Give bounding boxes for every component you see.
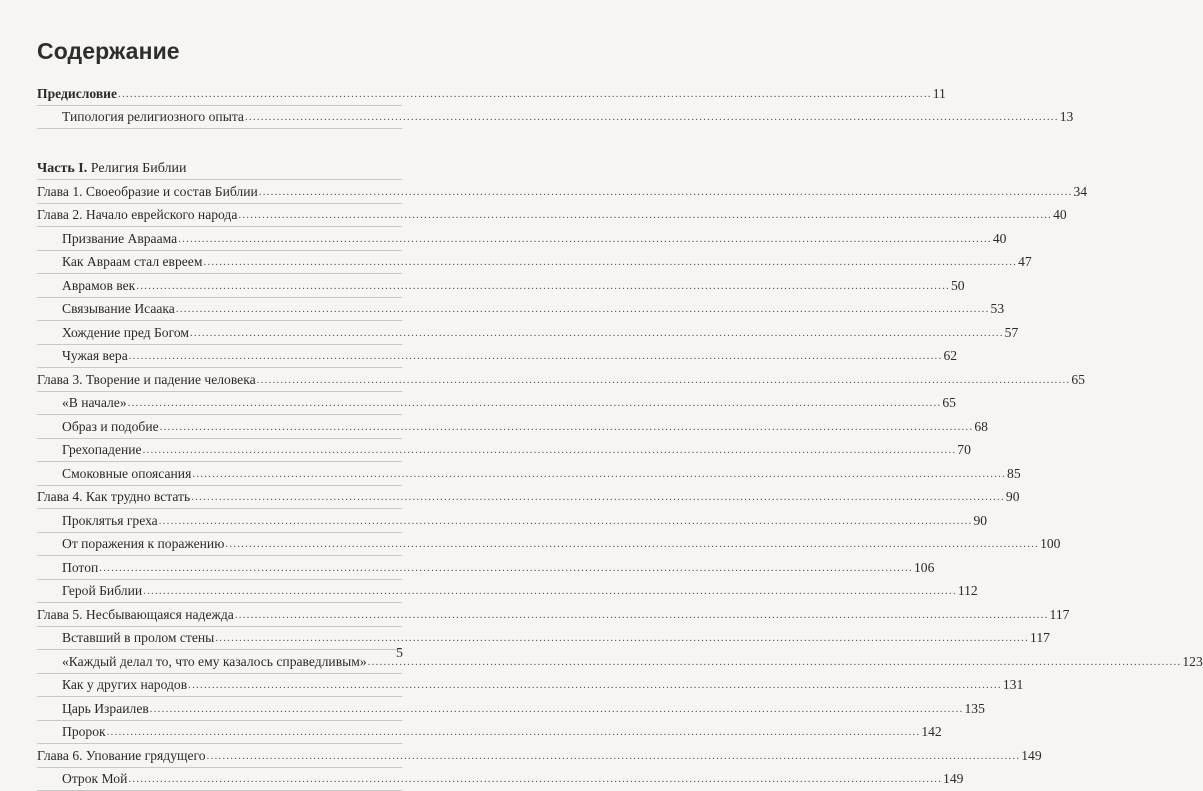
toc-entry-title: Вставший в пролом стены	[62, 629, 214, 649]
toc-entry-title: Чужая вера	[62, 347, 128, 367]
dot-leader	[150, 700, 964, 720]
dot-leader	[368, 653, 1182, 673]
toc-subentry	[37, 580, 402, 604]
toc-entry-page: 65	[942, 394, 956, 414]
toc-subentry	[37, 321, 402, 345]
toc-entry-title: Глава 4. Как трудно встать	[37, 488, 190, 508]
dot-leader	[207, 747, 1021, 767]
dot-leader	[188, 676, 1002, 696]
toc-subentry	[37, 627, 402, 651]
toc-subentry	[37, 251, 402, 275]
toc-subentry	[37, 556, 402, 580]
toc-entry-page: 70	[957, 441, 971, 461]
toc-entry-title: От поражения к поражению	[62, 535, 224, 555]
dot-leader	[160, 418, 974, 438]
toc-subentry	[37, 227, 402, 251]
toc-subentry	[37, 674, 402, 698]
toc-entry-title: Как у других народов	[62, 676, 187, 696]
toc-entry-title: Глава 5. Несбывающаяся надежда	[37, 606, 234, 626]
part-number: Часть I.	[37, 161, 87, 176]
dot-leader	[176, 300, 990, 320]
toc-entry-page: 117	[1030, 629, 1050, 649]
toc-entry	[37, 603, 402, 627]
dot-leader	[225, 535, 1039, 555]
dot-leader	[129, 347, 943, 367]
toc-entry-page: 47	[1018, 253, 1032, 273]
toc-entry-page: 90	[973, 512, 987, 532]
toc-entry-title: Пророк	[62, 723, 106, 743]
toc-entry	[37, 486, 402, 510]
toc-entry	[37, 204, 402, 228]
toc-entry-title: Смоковные опоясания	[62, 465, 191, 485]
toc-entry-title: «Каждый делал то, что ему казалось справедливым»	[62, 653, 367, 673]
toc-subentry	[37, 274, 402, 298]
page-title: Содержание	[37, 38, 180, 65]
toc-subentry	[37, 509, 402, 533]
toc-entry-title: Царь Израилев	[62, 700, 149, 720]
dot-leader	[143, 441, 957, 461]
toc-entry-page: 100	[1040, 535, 1060, 555]
toc-subentry	[37, 392, 402, 416]
dot-leader	[245, 108, 1059, 128]
dot-leader	[178, 230, 992, 250]
dot-leader	[235, 606, 1049, 626]
toc-entry-title: Аврамов век	[62, 277, 135, 297]
toc-entry-page: 13	[1060, 108, 1074, 128]
toc-entry-page: 131	[1003, 676, 1023, 696]
toc-entry	[37, 180, 402, 204]
section-gap	[37, 129, 402, 155]
dot-leader	[118, 85, 932, 105]
toc-subentry	[37, 415, 402, 439]
dot-leader	[128, 770, 942, 790]
toc-entry-page: 65	[1071, 371, 1085, 391]
toc-entry-page: 149	[1021, 747, 1041, 767]
toc-entry-page: 62	[943, 347, 957, 367]
dot-leader	[191, 488, 1005, 508]
part-title: Религия Библии	[87, 161, 186, 176]
toc-entry-title: Предисловие	[37, 85, 117, 105]
table-of-contents	[37, 82, 402, 791]
toc-entry-title: Образ и подобие	[62, 418, 159, 438]
toc-entry-title: «В начале»	[62, 394, 127, 414]
toc-entry	[37, 82, 402, 106]
toc-entry-title: Хождение пред Богом	[62, 324, 189, 344]
toc-entry	[37, 744, 402, 768]
dot-leader	[99, 559, 913, 579]
toc-entry-page: 112	[958, 582, 978, 602]
toc-entry-page: 11	[933, 85, 946, 105]
toc-entry-page: 34	[1073, 183, 1087, 203]
toc-entry-page: 117	[1050, 606, 1070, 626]
part-heading-text	[37, 160, 186, 179]
toc-entry-title: Как Авраам стал евреем	[62, 253, 202, 273]
dot-leader	[203, 253, 1017, 273]
toc-entry-title: Отрок Мой	[62, 770, 127, 790]
dot-leader	[192, 465, 1006, 485]
toc-subentry	[37, 298, 402, 322]
dot-leader	[190, 324, 1004, 344]
toc-subentry	[37, 697, 402, 721]
toc-entry-title: Глава 6. Упование грядущего	[37, 747, 206, 767]
toc-entry-title: Призвание Авраама	[62, 230, 177, 250]
dot-leader	[159, 512, 973, 532]
toc-entry-title: Глава 3. Творение и падение человека	[37, 371, 256, 391]
toc-entry	[37, 368, 402, 392]
dot-leader	[215, 629, 1029, 649]
toc-entry-page: 85	[1007, 465, 1021, 485]
toc-entry-page: 40	[1053, 206, 1067, 226]
toc-entry-page: 135	[964, 700, 984, 720]
toc-entry-page: 90	[1006, 488, 1020, 508]
dot-leader	[107, 723, 921, 743]
toc-subentry	[37, 650, 402, 674]
toc-subentry	[37, 462, 402, 486]
toc-subentry	[37, 439, 402, 463]
toc-entry-title: Грехопадение	[62, 441, 142, 461]
toc-subentry	[37, 768, 402, 791]
dot-leader	[238, 206, 1052, 226]
toc-entry-page: 40	[993, 230, 1007, 250]
toc-entry-page: 149	[943, 770, 963, 790]
page-number: 5	[396, 646, 403, 662]
part-heading	[37, 155, 402, 180]
dot-leader	[143, 582, 957, 602]
toc-entry-page: 50	[951, 277, 965, 297]
toc-entry-title: Глава 1. Своеобразие и состав Библии	[37, 183, 258, 203]
toc-entry-page: 123	[1182, 653, 1202, 673]
toc-entry-title: Глава 2. Начало еврейского народа	[37, 206, 237, 226]
toc-entry-page: 106	[914, 559, 934, 579]
dot-leader	[257, 371, 1071, 391]
toc-entry-page: 57	[1005, 324, 1019, 344]
toc-entry-title: Связывание Исаака	[62, 300, 175, 320]
toc-subentry	[37, 533, 402, 557]
toc-entry-title: Герой Библии	[62, 582, 142, 602]
book-page	[0, 0, 450, 702]
toc-entry-title: Потоп	[62, 559, 98, 579]
dot-leader	[259, 183, 1073, 203]
toc-entry-title: Типология религиозного опыта	[62, 108, 244, 128]
toc-entry-page: 53	[991, 300, 1005, 320]
dot-leader	[136, 277, 950, 297]
toc-subentry	[37, 106, 402, 130]
toc-entry-page: 68	[974, 418, 988, 438]
toc-entry-page: 142	[921, 723, 941, 743]
toc-entry-title: Проклятья греха	[62, 512, 158, 532]
dot-leader	[128, 394, 942, 414]
toc-subentry	[37, 345, 402, 369]
toc-subentry	[37, 721, 402, 745]
